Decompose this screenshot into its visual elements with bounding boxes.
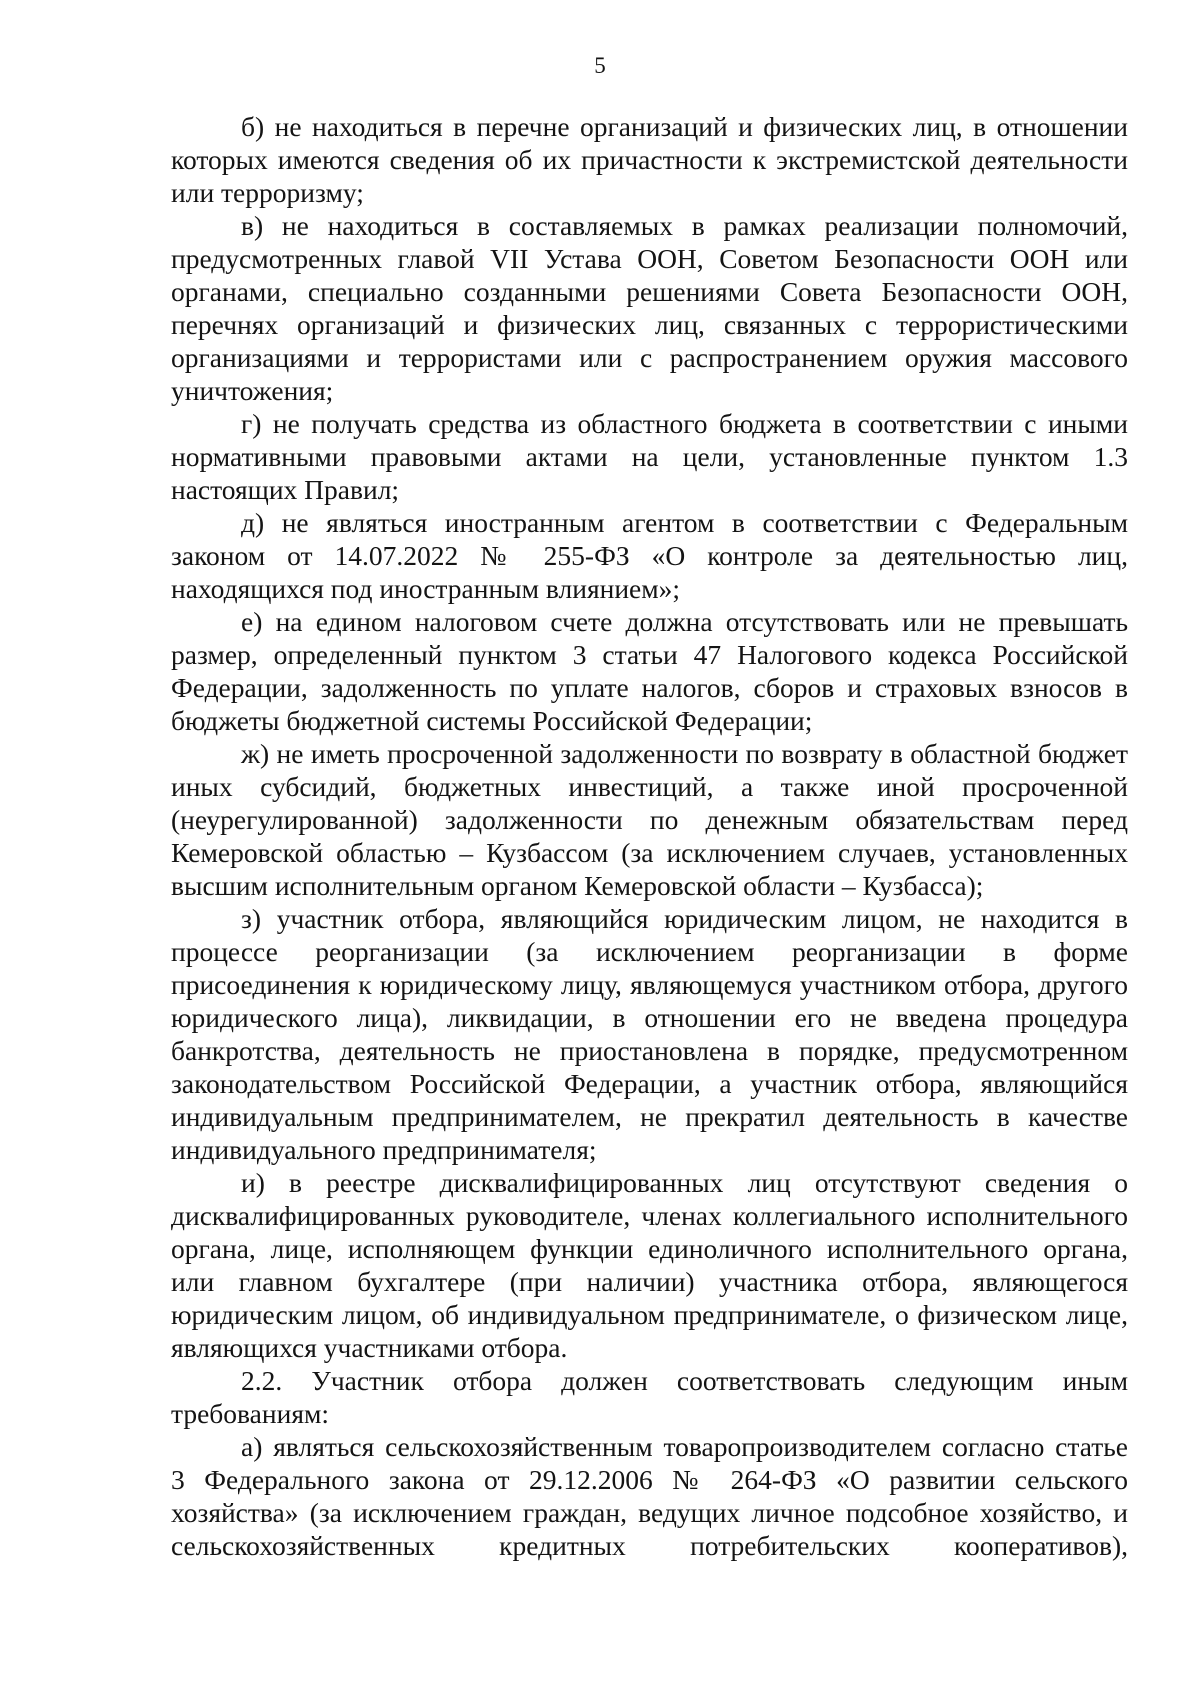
paragraph-z: з) участник отбора, являющийся юридическим лицом, не находится в процессе реорганизации (за исключением реорганизации в форме присоединения к юридическому лицу, являющемуся участником отбора, другого юридического лица), ликвидации, в отношении его не введена процедура банкротства, деятельность не приостановлена в порядке, предусмотренном законодательством Российской Федерации, а участник отбора, являющийся индивидуальным предпринимателем, не прекратил деятельность в качестве индивидуального предпринимателя; bbox=[171, 903, 1128, 1165]
paragraph-v: в) не находиться в составляемых в рамках реализации полномочий, предусмотренных главой VII Устава ООН, Советом Безопасности ООН или органами, специально созданными решениями Совета Безопасности ООН, перечнях организаций и физических лиц, связанных с террористическими организациями и террористами или с распространением оружия массового уничтожения; bbox=[171, 210, 1128, 406]
paragraph-a: а) являться сельскохозяйственным товаропроизводителем согласно статье 3 Федерального закона от 29.12.2006 № 264-ФЗ «О развитии сельского хозяйства» (за исключением граждан, ведущих личное подсобное хозяйство, и сельскохозяйственных кредитных потребительских кооперативов), bbox=[171, 1431, 1128, 1561]
page-number: 5 bbox=[594, 53, 606, 78]
paragraph-b: б) не находиться в перечне организаций и физических лиц, в отношении которых имеются сведения об их причастности к экстремистской деятельности или терроризму; bbox=[171, 111, 1128, 208]
paragraph-d: д) не являться иностранным агентом в соответствии с Федеральным законом от 14.07.2022 № 255-ФЗ «О контроле за деятельностью лиц, находящихся под иностранным влиянием»; bbox=[171, 507, 1128, 604]
paragraph-zh: ж) не иметь просроченной задолженности по возврату в областной бюджет иных субсидий, бюджетных инвестиций, а также иной просроченной (неурегулированной) задолженности по денежным обязательствам перед Кемеровской областью – Кузбассом (за исключением случаев, установленных высшим исполнительным органом Кемеровской области – Кузбасса); bbox=[171, 738, 1128, 901]
paragraph-i: и) в реестре дисквалифицированных лиц отсутствуют сведения о дисквалифицированных руководителе, членах коллегиального исполнительного органа, лице, исполняющем функции единоличного исполнительного органа, или главном бухгалтере (при наличии) участника отбора, являющегося юридическим лицом, об индивидуальном предпринимателе, о физическом лице, являющихся участниками отбора. bbox=[171, 1167, 1128, 1363]
paragraph-2-2: 2.2. Участник отбора должен соответствовать следующим иным требованиям: bbox=[171, 1365, 1128, 1429]
document-body bbox=[171, 110, 1128, 1562]
paragraph-e: е) на едином налоговом счете должна отсутствовать или не превышать размер, определенный пунктом 3 статьи 47 Налогового кодекса Российской Федерации, задолженность по уплате налогов, сборов и страховых взносов в бюджеты бюджетной системы Российской Федерации; bbox=[171, 606, 1128, 736]
paragraph-g: г) не получать средства из областного бюджета в соответствии с иными нормативными правовыми актами на цели, установленные пунктом 1.3 настоящих Правил; bbox=[171, 408, 1128, 505]
